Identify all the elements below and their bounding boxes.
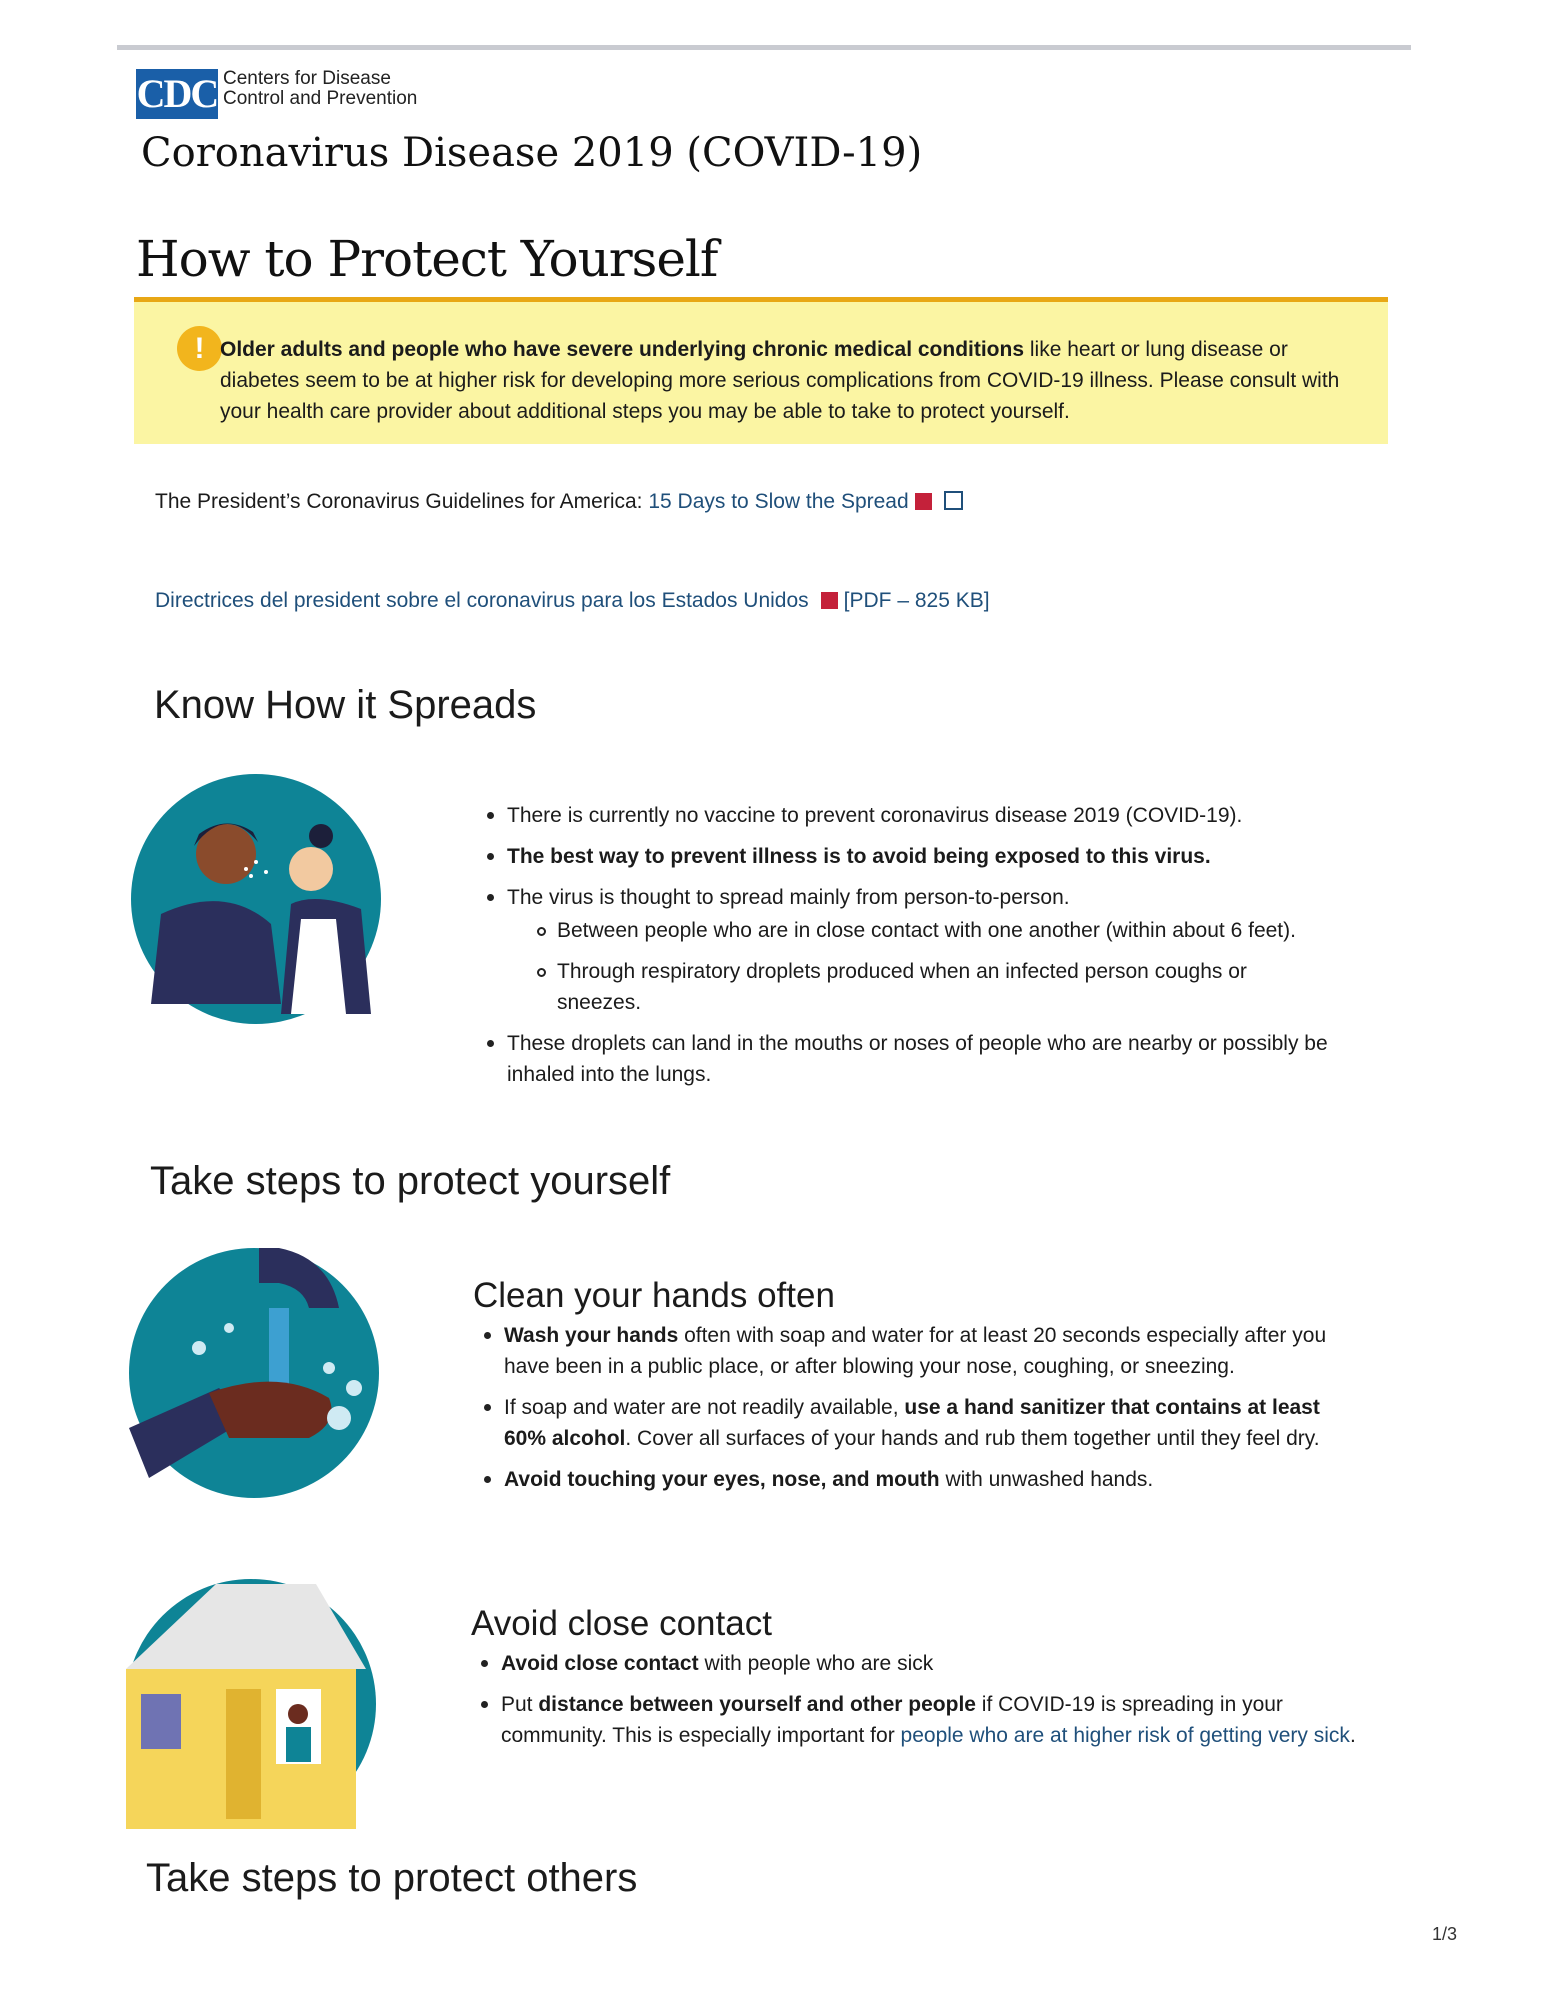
bold-text: Avoid close contact (501, 1652, 699, 1675)
alert-box (134, 297, 1388, 444)
text: . Cover all surfaces of your hands and rub them together until they feel dry. (625, 1427, 1320, 1450)
text: Put (501, 1693, 539, 1716)
page-number: 1/3 (1432, 1924, 1458, 1944)
section-heading-protect-others: Take steps to protect others (146, 1856, 638, 1900)
list-item: These droplets can land in the mouths or noses of people who are nearby or possibly be inhaled into the lungs. (487, 1028, 1367, 1090)
cough-illustration (131, 774, 381, 1024)
alert-text (220, 334, 1350, 427)
list-item (484, 1392, 1364, 1454)
section-heading-protect-yourself: Take steps to protect yourself (150, 1159, 671, 1203)
bold-text: Wash your hands (504, 1324, 679, 1347)
subheading-clean-hands: Clean your hands often (473, 1276, 835, 1315)
guidelines-line (155, 487, 963, 517)
bold-text: use a hand sanitizer that contains at least 60% alcohol (504, 1396, 1320, 1450)
text: if COVID-19 is spreading in your community. This is especially important for (501, 1693, 1283, 1747)
exclamation-icon: ! (177, 326, 222, 371)
bold-text: The best way to prevent illness is to avoid being exposed to this virus. (507, 845, 1211, 868)
list-item (484, 1320, 1364, 1382)
spanish-line (155, 586, 990, 616)
higher-risk-link[interactable]: people who are at higher risk of getting very sick (900, 1724, 1350, 1747)
text: with unwashed hands. (939, 1468, 1154, 1491)
contact-list (481, 1648, 1361, 1761)
divider (117, 45, 1411, 50)
spreads-list (487, 800, 1367, 1100)
list-item: The virus is thought to spread mainly from person-to-person. (487, 882, 1367, 913)
guidelines-prefix: The President’s Coronavirus Guidelines for America: (155, 490, 649, 513)
alert-body: like heart or lung disease or diabetes seem to be at higher risk for developing more serious complications from COVID-19 illness. Please consult with your health care provider about additional steps you may be able to take to protect yourself. (220, 338, 1340, 423)
subheading-avoid-contact: Avoid close contact (471, 1604, 772, 1643)
spanish-guidelines-link[interactable]: Directrices del president sobre el coronavirus para los Estados Unidos (155, 589, 809, 612)
site-title: Coronavirus Disease 2019 (COVID-19) (141, 130, 923, 176)
text: with people who are sick (698, 1652, 934, 1675)
org-line-1: Centers for Disease (223, 68, 391, 89)
alert-bold: Older adults and people who have severe underlying chronic medical conditions (220, 338, 1025, 361)
sub-list-item: Through respiratory droplets produced when an infected person coughs or sneezes. (537, 956, 1287, 1018)
guidelines-link[interactable]: 15 Days to Slow the Spread (648, 490, 909, 513)
bold-text: distance between yourself and other people (538, 1693, 976, 1716)
page-title: How to Protect Yourself (136, 230, 718, 288)
org-name (223, 69, 417, 109)
external-link-icon[interactable] (944, 491, 963, 510)
cdc-logo[interactable]: CDC (136, 69, 218, 119)
list-item (481, 1648, 1361, 1679)
hands-list (484, 1320, 1364, 1505)
text: If soap and water are not readily available, (504, 1396, 905, 1419)
handwashing-illustration (129, 1248, 379, 1498)
sub-list-item: Between people who are in close contact with one another (within about 6 feet). (537, 915, 1367, 946)
list-item (484, 1464, 1364, 1495)
list-item: There is currently no vaccine to prevent coronavirus disease 2019 (COVID-19). (487, 800, 1367, 831)
list-item (487, 841, 1367, 872)
text: often with soap and water for at least 20 seconds especially after you have been in a public place, or after blowing your nose, coughing, or sneezing. (504, 1324, 1327, 1378)
text: . (1349, 1724, 1356, 1747)
pdf-size: [PDF – 825 KB] (843, 589, 990, 612)
org-line-2: Control and Prevention (223, 88, 418, 109)
pdf-icon (915, 493, 932, 510)
house-illustration (126, 1579, 376, 1829)
list-item (481, 1689, 1361, 1751)
bold-text: Avoid touching your eyes, nose, and mouth (504, 1468, 940, 1491)
section-heading-spreads: Know How it Spreads (154, 683, 537, 727)
pdf-icon (821, 592, 838, 609)
